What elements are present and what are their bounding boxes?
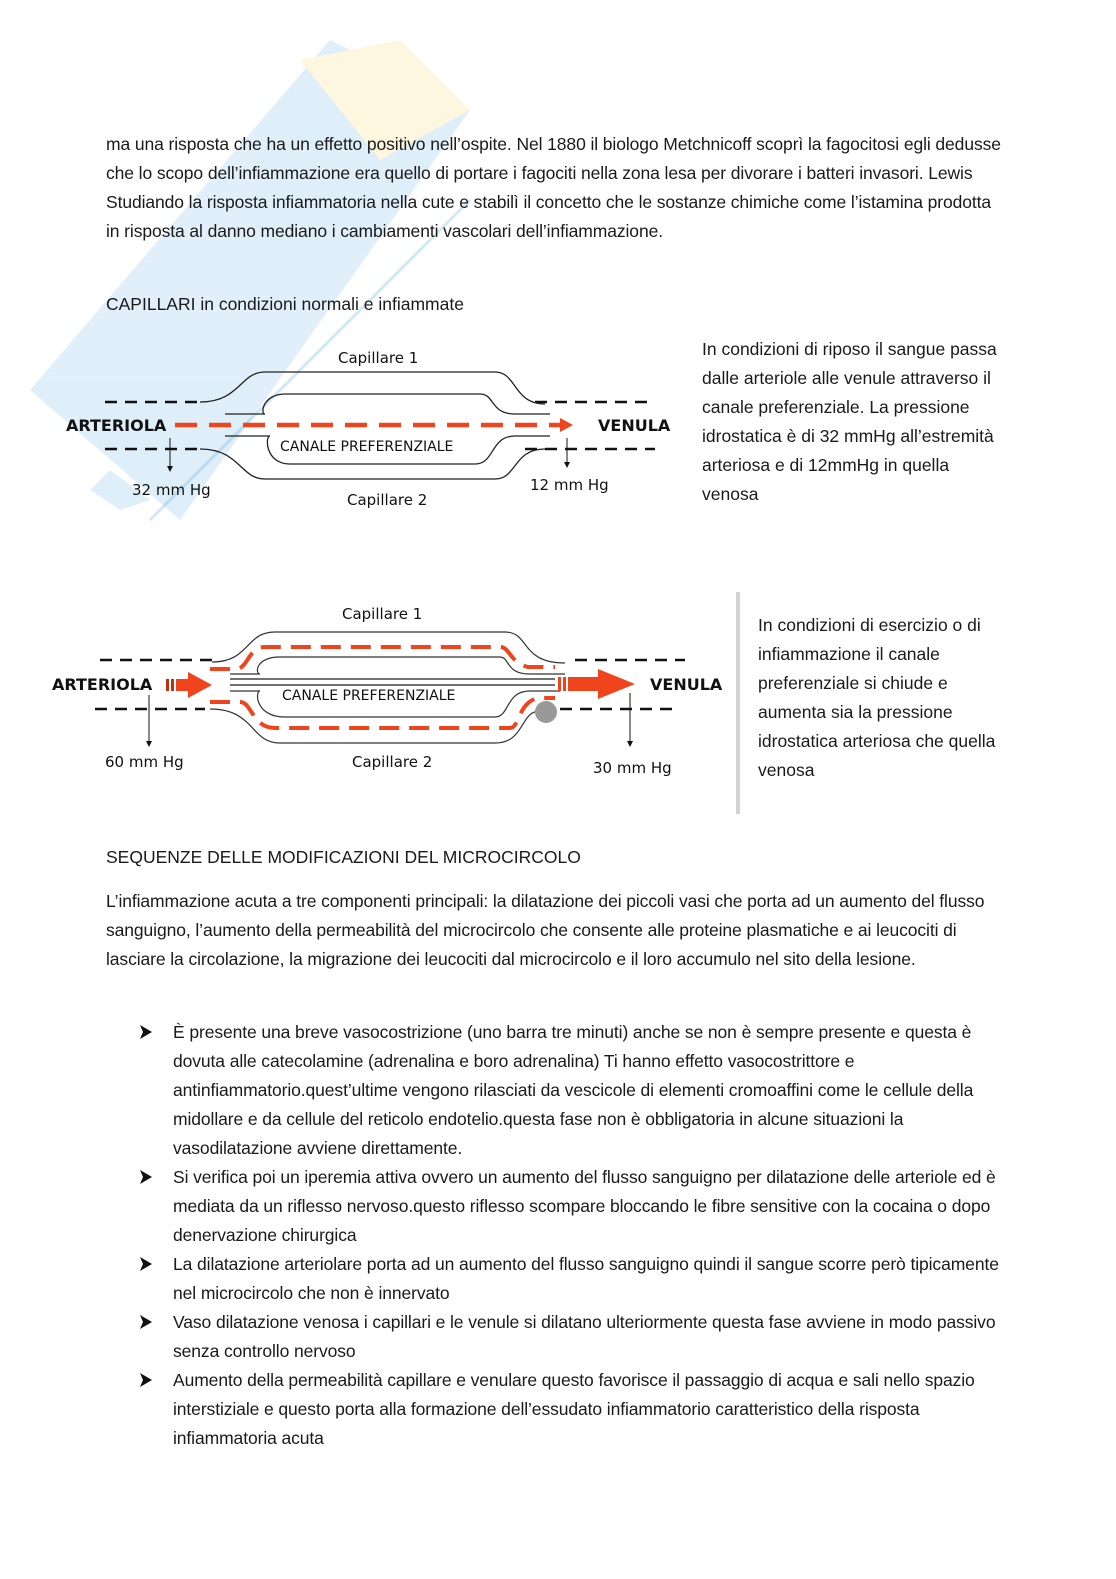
venula-label: VENULA <box>650 675 723 694</box>
canale-preferenziale-label: CANALE PREFERENZIALE <box>280 439 454 455</box>
caption-divider <box>736 592 740 814</box>
canale-preferenziale-label: CANALE PREFERENZIALE <box>282 688 456 704</box>
list-item: È presente una breve vasocostrizione (uno barra tre minuti) anche se non è sempre presente e questa è dovuta alle catecolamine (adrenalina e boro adrenalina) Ti hanno effetto vasocostrittore e antinfiammatorio.quest’ultime vengono rilasciati da vescicole di elementi cromoaffini come le cellule della midollare e da cellule del reticolo endotelio.questa fase non è obbligatoria in alcune situazioni la vasodilatazione avviene direttamente. <box>106 1018 1001 1163</box>
section2-paragraph: L’infiammazione acuta a tre componenti principali: la dilatazione dei piccoli vasi che porta ad un aumento del flusso sanguigno, l’aumento della permeabilità del microcircolo che consente alle proteine plasmatiche e ai leucociti di lasciare la circolazione, la migrazione dei leucociti dal microcircolo e il loro accumulo nel sito della lesione. <box>106 891 985 969</box>
list-item: La dilatazione arteriolare porta ad un aumento del flusso sanguigno quindi il sangue scorre però tipicamente nel microcircolo che non è innervato <box>106 1250 1001 1308</box>
capillare-2-label: Capillare 2 <box>347 491 428 509</box>
intro-paragraph: ma una risposta che ha un effetto positivo nell’ospite. Nel 1880 il biologo Metchnicoff scoprì la fagocitosi egli dedusse che lo scopo dell’infiammazione era quello di portare i fagociti nella zona lesa per divorare i batteri invasori. Lewis Studiando la risposta infiammatoria nella cute e stabilì il concetto che le sostanze chimiche come l’istamina prodotta in risposta al danno mediano i cambiamenti vascolari dell’infiammazione. <box>106 134 1001 241</box>
arterial-pressure-label: 32 mm Hg <box>132 481 211 499</box>
list-item: Vaso dilatazione venosa i capillari e le venule si dilatano ulteriormente questa fase avviene in modo passivo senza controllo nervoso <box>106 1308 1001 1366</box>
capillare-2-label: Capillare 2 <box>352 753 433 771</box>
venula-label: VENULA <box>598 416 671 435</box>
capillare-1-label: Capillare 1 <box>342 605 423 623</box>
diagram-normal-caption: In condizioni di riposo il sangue passa dalle arteriole alle venule attraverso il canale preferenziale. La pressione idrostatica è di 32 mmHg all’estremità arteriosa e di 12mmHg in quella venosa <box>702 339 997 504</box>
arrowhead-bullet-icon <box>140 1170 152 1184</box>
venous-pressure-label: 30 mm Hg <box>593 759 672 777</box>
section-heading-sequenze: SEQUENZE DELLE MODIFICAZIONI DEL MICROCIRCOLO <box>106 847 581 867</box>
bullet-list <box>106 1018 1001 1453</box>
list-item: Si verifica poi un iperemia attiva ovvero un aumento del flusso sanguigno per dilatazione delle arteriole ed è mediata da un riflesso nervoso.questo riflesso scompare bloccando le fibre sensitive con la cocaina o dopo denervazione chirurgica <box>106 1163 1001 1250</box>
capillary-diagram-normal <box>55 338 680 518</box>
arteriola-label: ARTERIOLA <box>52 675 153 694</box>
arterial-pressure-label: 60 mm Hg <box>105 753 184 771</box>
capillary-diagram-inflamed <box>40 595 730 785</box>
arrowhead-bullet-icon <box>140 1257 152 1271</box>
arrowhead-bullet-icon <box>140 1373 152 1387</box>
diagram-inflamed-caption: In condizioni di esercizio o di infiammazione il canale preferenziale si chiude e aumenta sia la pressione idrostatica arteriosa che quella venosa <box>758 615 996 780</box>
section-heading-capillari: CAPILLARI in condizioni normali e infiammate <box>106 294 464 314</box>
venous-pressure-label: 12 mm Hg <box>530 476 609 494</box>
list-item: Aumento della permeabilità capillare e venulare questo favorisce il passaggio di acqua e sali nello spazio interstiziale e questo porta alla formazione dell’essudato infiammatorio caratteristico della risposta infiammatoria acuta <box>106 1366 1001 1453</box>
arrowhead-bullet-icon <box>140 1315 152 1329</box>
arteriola-label: ARTERIOLA <box>66 416 167 435</box>
arrowhead-bullet-icon <box>140 1025 152 1039</box>
capillare-1-label: Capillare 1 <box>338 349 419 367</box>
